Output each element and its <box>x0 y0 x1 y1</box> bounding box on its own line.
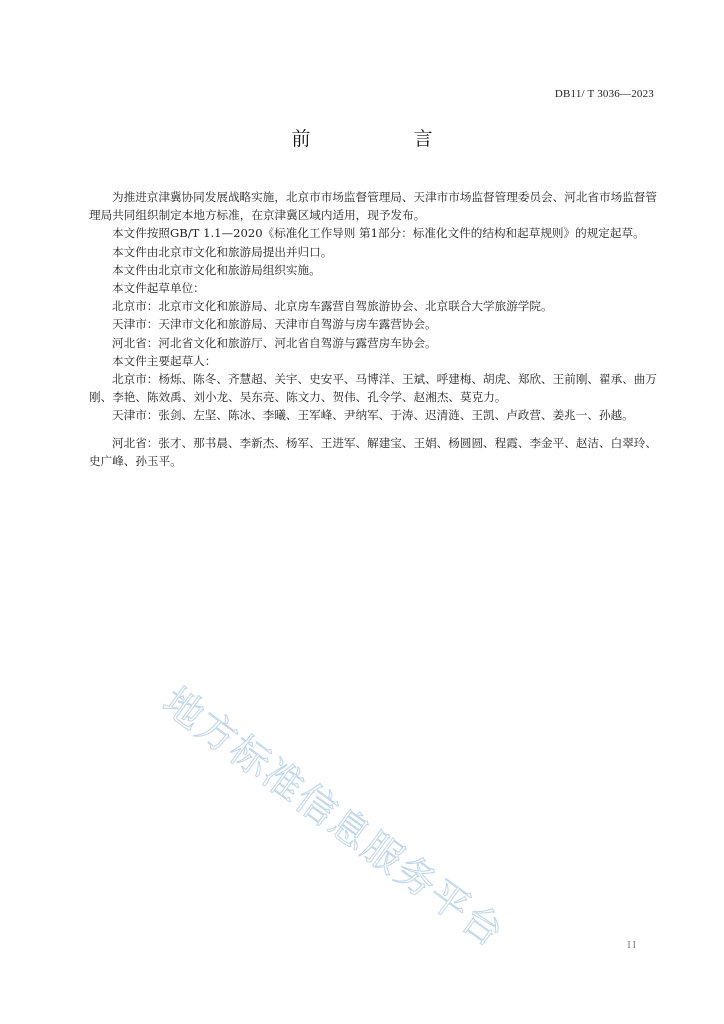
paragraph: 北京市：杨烁、陈冬、齐慧超、关宇、史安平、马博洋、王斌、呼建梅、胡虎、郑欣、王前刚、翟承、曲万刚、李艳、陈效禹、刘小龙、吴东亮、陈文力、贺伟、孔令学、赵湘杰、莫克力。 <box>89 372 657 405</box>
document-number: DB11/ T 3036—2023 <box>554 88 654 100</box>
paragraph: 本文件由北京市文化和旅游局组织实施。 <box>112 262 321 277</box>
paragraph: 河北省：河北省文化和旅游厅、河北省自驾游与露营房车协会。 <box>112 335 437 350</box>
paragraph: 本文件主要起草人： <box>112 353 217 368</box>
paragraph: 为推进京津冀协同发展战略实施，北京市市场监督管理局、天津市市场监督管理委员会、河北省市场监督管理局共同组织制定本地方标准，在京津冀区域内适用，现予发布。 <box>89 190 657 223</box>
paragraph: 本文件起草单位： <box>112 281 205 296</box>
watermark: 地方标准信息服务平台 <box>154 679 513 957</box>
foreword-body <box>89 188 657 470</box>
paragraph: 天津市：天津市文化和旅游局、天津市自驾游与房车露营协会。 <box>112 317 437 332</box>
paragraph: 本文件按照GB/T 1.1—2020《标准化工作导则 第1部分：标准化文件的结构和起草规则》的规定起草。 <box>112 226 645 241</box>
paragraph: 河北省：张才、那书晨、李新杰、杨军、王进军、解建宝、王娟、杨圆圆、程霞、李金平、赵洁、白翠玲、史广峰、孙玉平。 <box>89 435 657 468</box>
paragraph: 北京市：北京市文化和旅游局、北京房车露营自驾旅游协会、北京联合大学旅游学院。 <box>112 299 553 314</box>
paragraph: 本文件由北京市文化和旅游局提出并归口。 <box>112 244 333 259</box>
page-number: II <box>627 940 638 951</box>
page-title: 前 言 <box>291 128 475 150</box>
paragraph: 天津市：张剑、左坚、陈冰、李曦、王军峰、尹纳军、于涛、迟清涟、王凯、卢政营、姜兆一、孙越。 <box>112 408 634 423</box>
